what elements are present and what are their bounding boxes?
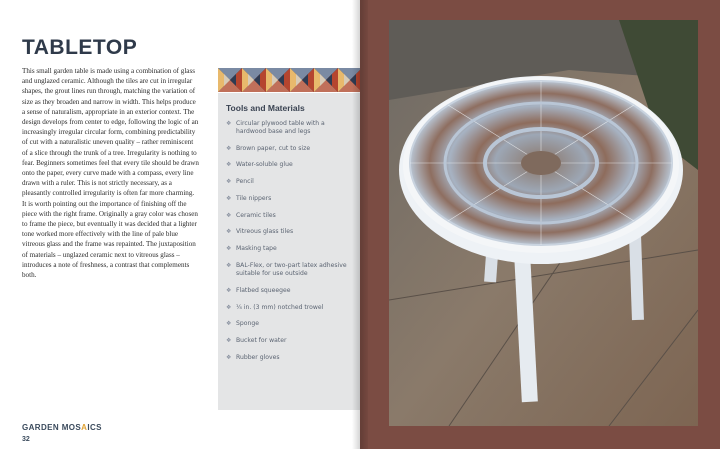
material-item-label: Bucket for water — [236, 337, 287, 345]
material-item-label: Circular plywood table with a hardwood base and legs — [236, 120, 325, 135]
diamond-bullet-icon: ❖ — [226, 194, 232, 202]
diamond-bullet-icon: ❖ — [226, 144, 232, 152]
brand-text-3: ICS — [87, 423, 102, 432]
tools-and-materials-panel — [218, 93, 360, 410]
material-item — [226, 145, 354, 153]
mosaic-table-photo — [389, 20, 698, 426]
material-item — [226, 120, 354, 136]
material-item-label: Rubber gloves — [236, 354, 280, 362]
material-item-label: Masking tape — [236, 245, 277, 253]
materials-list — [226, 120, 354, 371]
material-item-label: Flatbed squeegee — [236, 286, 291, 294]
diamond-bullet-icon: ❖ — [226, 245, 232, 253]
material-item — [226, 212, 354, 220]
diamond-bullet-icon: ❖ — [226, 337, 232, 345]
material-item-label: Sponge — [236, 320, 259, 328]
material-item — [226, 245, 354, 253]
diamond-bullet-icon: ❖ — [226, 228, 232, 236]
diamond-bullet-icon: ❖ — [226, 286, 232, 294]
material-item — [226, 262, 354, 278]
brand-text-1: GARDEN — [22, 423, 62, 432]
table-photo-graphic — [389, 20, 698, 426]
diamond-bullet-icon: ❖ — [226, 161, 232, 169]
material-item — [226, 161, 354, 169]
page-title: TABLETOP — [22, 36, 138, 59]
diamond-bullet-icon: ❖ — [226, 262, 232, 270]
material-item-label: Water-soluble glue — [236, 161, 293, 169]
diamond-bullet-icon: ❖ — [226, 303, 232, 311]
material-item — [226, 337, 354, 345]
diamond-bullet-icon: ❖ — [226, 120, 232, 127]
material-item — [226, 320, 354, 328]
material-item — [226, 178, 354, 186]
diamond-bullet-icon: ❖ — [226, 320, 232, 328]
material-item-label: Tile nippers — [236, 194, 272, 202]
material-item-label: Vitreous glass tiles — [236, 228, 294, 236]
diamond-bullet-icon: ❖ — [226, 354, 232, 362]
mosaic-tile-band — [218, 68, 360, 92]
material-item-label: Ceramic tiles — [236, 211, 276, 219]
book-brand — [22, 423, 102, 432]
material-item — [226, 304, 354, 312]
brand-text-2: MOS — [61, 423, 82, 432]
page-number: 32 — [22, 436, 30, 443]
material-item — [226, 287, 354, 295]
body-text: This small garden table is made using a combination of glass and unglazed ceramic. Although the tiles are cut in irregular shapes, the grout lines run through, matching the variation of size as they broaden and narrow in width. This helps produce a sense of naturalism, appropriate in an exterior context. The design develops from center to edge, following the logic of an increasingly irregular circular form, combining predictability of cut with a naturalistic uneven quality – rather reminiscent of a slice through the trunk of a tree. Irregularity is nothing to fear. Beginners sometimes feel that every tile should be drawn onto the paper, every curve made with a compass, every line drawn with a ruler. This is not strictly necessary, as a pleasantly controlled irregularity is often far more charming. It is worth pointing out the importance of finishing off the piece with the right frame. Originally a gray color was chosen to frame the piece, but eventually it was decided that a lighter tone worked more effectively with the line of pale blue vitreous glass and the frame was repainted. The juxtaposition of materials – unglazed ceramic next to vitreous glass – introduces a note of freshness, a contrast that complements both. — [22, 67, 199, 280]
material-item — [226, 228, 354, 236]
material-item — [226, 195, 354, 203]
material-item — [226, 354, 354, 362]
material-item-label: BAL-Flex, or two-part latex adhesive suitable for use outside — [236, 262, 347, 278]
mosaic-tile-band-graphic — [218, 68, 360, 92]
sidebar-title: Tools and Materials — [226, 103, 305, 113]
diamond-bullet-icon: ❖ — [226, 178, 232, 186]
material-item-label: Pencil — [236, 178, 254, 186]
material-item-label: ¼ in. (3 mm) notched trowel — [236, 303, 324, 311]
brand-accent: A — [81, 423, 88, 432]
diamond-bullet-icon: ❖ — [226, 211, 232, 219]
material-item-label: Brown paper, cut to size — [236, 144, 311, 152]
